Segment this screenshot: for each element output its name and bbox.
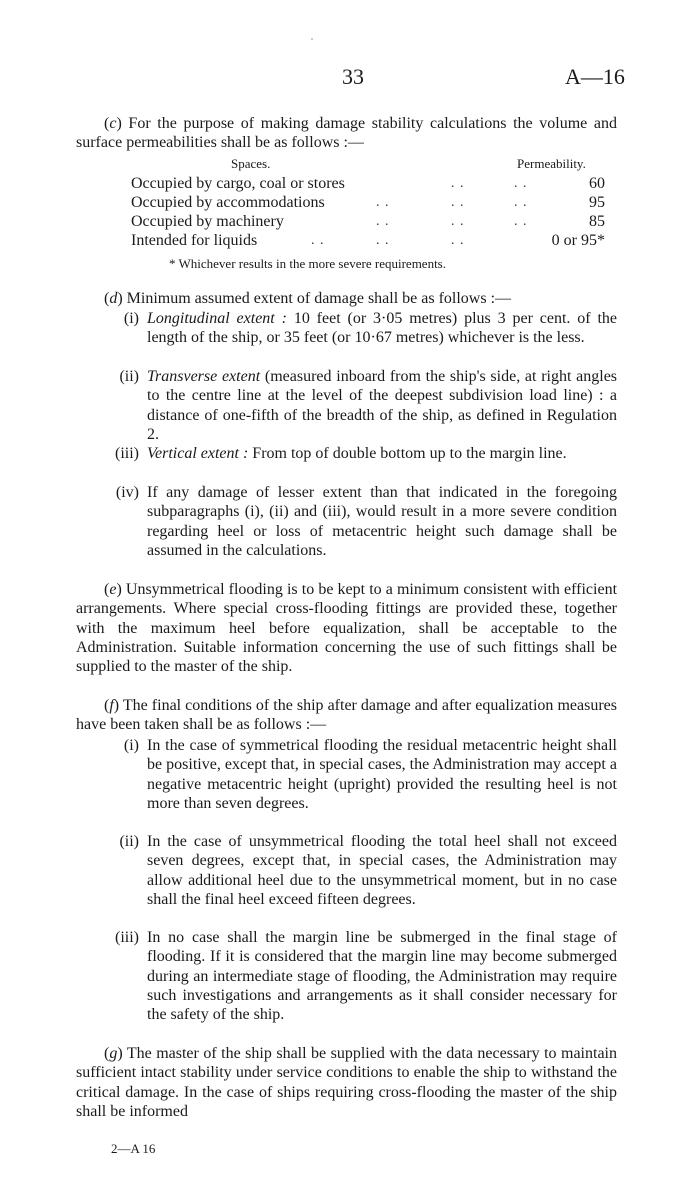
leader-dots: . . [376, 233, 390, 248]
space-label: Occupied by machinery [131, 213, 284, 230]
item-text: From top of double bottom up to the margin line. [252, 445, 567, 462]
table-row [131, 231, 605, 251]
list-item [105, 444, 617, 463]
permeability-value: 0 or 95* [551, 232, 605, 249]
leader-dots: . . [451, 176, 465, 191]
table-row [131, 193, 605, 213]
table-footnote: * Whichever results in the more severe requirements. [169, 256, 446, 271]
item-text: In the case of symmetrical flooding the residual metacentric height shall be positive, except that, in special cases, the Administration may accept a negative metacentric height (upright) provided the resulting heel is not more than seven degrees. [147, 737, 617, 812]
item-number: (ii) [119, 368, 139, 385]
paragraph-label: (g) [104, 1045, 123, 1062]
list-item [105, 832, 617, 909]
permeability-value: 95 [589, 194, 605, 211]
paragraph-f [76, 696, 617, 735]
permeability-value: 60 [589, 175, 605, 192]
column-header-spaces: Spaces. [231, 156, 271, 171]
item-text: In the case of unsymmetrical flooding the total heel shall not exceed seven degrees, except that, in special cases, the Administration may allow additional heel due to the unsymmetrical moment, but in no case shall the final heel exceed fifteen degrees. [147, 833, 617, 908]
item-text: (measured inboard from the ship's side, at right angles to the centre line at the level of the deepest subdivision load line) : a distance of one-fifth of the breadth of the ship, as defined in Regulation 2. [147, 368, 618, 443]
list-item [105, 736, 617, 813]
list-item [105, 309, 617, 348]
item-text: If any damage of lesser extent than that indicated in the foregoing subparagraphs (i), (ii) and (iii), would result in a more severe condition regarding heel or loss of metacentric height such damage shall be assumed in the calculations. [147, 484, 617, 559]
list-item [105, 367, 617, 444]
document-reference: A—16 [565, 64, 625, 89]
item-number: (iv) [115, 484, 139, 501]
item-title: Vertical extent : [147, 445, 249, 462]
item-title: Transverse extent [147, 368, 261, 385]
paragraph-label: (e) [104, 581, 122, 598]
leader-dots: . . [451, 195, 465, 210]
item-title: Longitudinal extent : [147, 310, 287, 327]
item-number: (i) [123, 310, 139, 327]
paragraph-text: Unsymmetrical flooding is to be kept to a minimum consistent with efficient arrangements. Where special cross-flooding fittings are provided these, together with the maximum heel before equalization, shall be acceptable to the Administration. Suitable information concerning the use of such fittings shall be supplied to the master of the ship. [76, 581, 618, 676]
space-label: Occupied by cargo, coal or stores [131, 175, 345, 192]
leader-dots: . . [514, 176, 528, 191]
permeability-value: 85 [589, 213, 605, 230]
leader-dots: . . [451, 214, 465, 229]
leader-dots: . . [311, 233, 325, 248]
speck [311, 38, 313, 40]
paragraph-text: The final conditions of the ship after damage and after equalization measures have been taken shall be as follows :— [76, 697, 617, 734]
page-number: 33 [342, 64, 364, 89]
leader-dots: . . [514, 214, 528, 229]
item-number: (i) [123, 737, 139, 754]
space-label: Occupied by accommodations [131, 194, 325, 211]
paragraph-e [76, 580, 617, 676]
paragraph-text: Minimum assumed extent of damage shall be as follows :— [126, 290, 512, 307]
paragraph-label: (d) [104, 290, 123, 307]
item-number: (iii) [115, 445, 139, 462]
signature-mark: 2—A 16 [111, 1141, 156, 1156]
item-text: 10 feet (or 3·05 metres) plus 3 per cent. of the length of the ship, or 35 feet (or 10·67 metres) whichever is the less. [147, 310, 618, 347]
space-label: Intended for liquids [131, 232, 258, 249]
paragraph-text: For the purpose of making damage stability calculations the volume and surface permeabilities shall be as follows :— [76, 115, 618, 152]
item-number: (iii) [115, 929, 139, 946]
paragraph-text: The master of the ship shall be supplied with the data necessary to maintain sufficient intact stability under service conditions to enable the ship to withstand the critical damage. In the case of ships requiring cross-flooding the master of the ship shall be informed [76, 1045, 617, 1120]
list-item [105, 928, 617, 1024]
leader-dots: . . [376, 214, 390, 229]
table-row [131, 212, 605, 232]
column-header-permeability: Permeability. [517, 156, 586, 171]
paragraph-label: (f) [104, 697, 120, 714]
leader-dots: . . [376, 195, 390, 210]
leader-dots: . . [514, 195, 528, 210]
paragraph-d [76, 289, 617, 308]
paragraph-label: (c) [104, 115, 122, 132]
table-row [131, 174, 605, 194]
leader-dots: . . [451, 233, 465, 248]
paragraph-g [76, 1044, 617, 1121]
paragraph-c [76, 114, 617, 153]
item-number: (ii) [119, 833, 139, 850]
item-text: In no case shall the margin line be submerged in the final stage of flooding. If it is considered that the margin line may become submerged during an intermediate stage of flooding, the Administration may require such investigations and arrangements as it shall consider necessary for the safety of the ship. [147, 929, 617, 1024]
list-item [105, 483, 617, 560]
